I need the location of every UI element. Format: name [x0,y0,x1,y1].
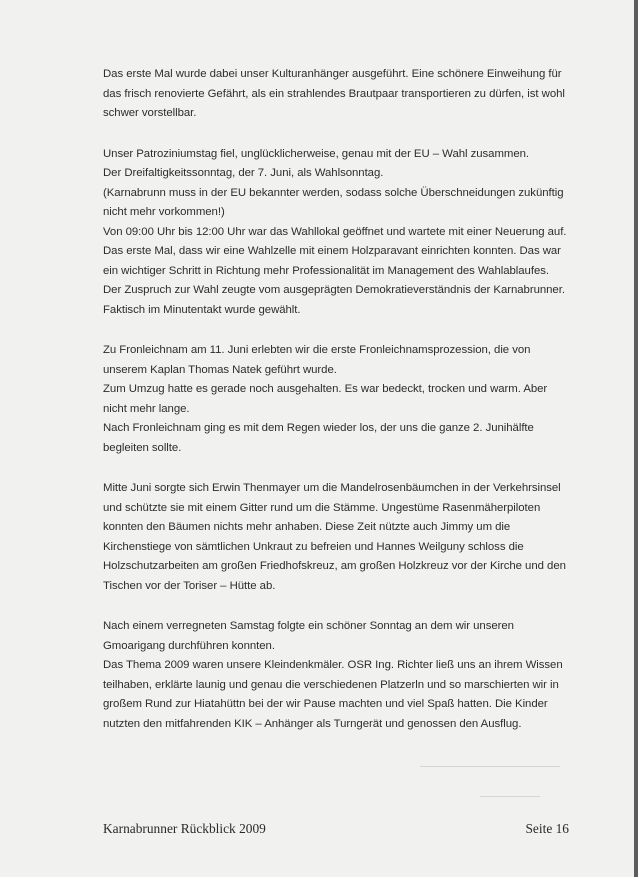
paragraph [103,479,573,596]
text-line: konnten den Bäumen nichts mehr anhaben. Diese Zeit nützte auch Jimmy um die [103,521,511,533]
text-line: nicht mehr lange. [103,402,190,415]
text-line: Nach Fronleichnam ging es mit dem Regen wieder los, der uns die ganze 2. Junihälfte [103,422,534,434]
text-line: Mitte Juni sorgte sich Erwin Thenmayer um die Mandelrosenbäumchen in der Verkehrsinsel [103,482,561,494]
text-line: Der Dreifaltigkeitssonntag, der 7. Juni, als Wahlsonntag. [103,167,384,179]
text-line: Zum Umzug hatte es gerade noch ausgehalten. Es war bedeckt, trocken und warm. Aber [103,383,548,395]
text-line: Tischen vor der Toriser – Hütte ab. [103,579,276,592]
footer-title: Karnabrunner Rückblick 2009 [103,821,266,836]
text-line: schwer vorstellbar. [103,107,197,119]
text-line: ein wichtiger Schritt in Richtung mehr Professionalität im Management des Wahlablaufes. [103,264,550,277]
text-line: (Karnabrunn muss in der EU bekannter werden, sodass solche Überschneidungen zukünftig [103,186,564,199]
page-footer [103,821,569,837]
text-line: Das Thema 2009 waren unsere Kleindenkmäler. OSR Ing. Richter ließ uns an ihrem Wissen [103,659,563,671]
text-line: unserem Kaplan Thomas Natek geführt wurde. [103,363,337,376]
text-line: großem Rund zur Hiatahüttn bei der wir Pause machten und viel Spaß hatten. Die Kinder [103,698,548,710]
text-line: teilhaben, erklärte launig und genau die verschiedenen Platzerln und so marschierten wir in [103,678,559,691]
paragraph [103,341,573,458]
text-line: nicht mehr vorkommen!) [103,206,225,218]
text-line: Das erste Mal, dass wir eine Wahlzelle mit einem Holzparavant einrichten konnten. Das war [103,245,561,257]
text-line: Der Zuspruch zur Wahl zeugte vom ausgeprägten Demokratieverständnis der Karnabrunner. [103,284,565,296]
text-line: Unser Patroziniumstag fiel, unglücklicherweise, genau mit der EU – Wahl zusammen. [103,147,530,160]
text-line: Faktisch im Minutentakt wurde gewählt. [103,303,301,316]
scan-smudge [420,766,560,767]
paragraph [103,65,573,124]
text-line: Nach einem verregneten Samstag folgte ein schöner Sonntag an dem wir unseren [103,620,514,632]
text-line: und schützte sie mit einem Gitter rund um die Stämme. Ungestüme Rasenmäherpiloten [103,501,541,514]
paragraph [103,145,573,321]
text-line: Zu Fronleichnam am 11. Juni erlebten wir die erste Fronleichnamsprozession, die von [103,344,531,356]
document-body [103,65,573,755]
text-line: Von 09:00 Uhr bis 12:00 Uhr war das Wahllokal geöffnet und wartete mit einer Neuerung auf. [103,225,567,238]
text-line: begleiten sollte. [103,441,182,454]
text-line: Holzschutzarbeiten am großen Friedhofskreuz, am großen Holzkreuz vor der Kirche und den [103,560,566,572]
text-line: das frisch renovierte Gefährt, als ein strahlendes Brautpaar transportieren zu dürfen, ist wohl [103,87,565,100]
text-line: Gmoarigang durchführen konnten. [103,639,275,652]
text-line: Das erste Mal wurde dabei unser Kulturanhänger ausgeführt. Eine schönere Einweihung für [103,68,562,80]
text-line: nutzten den mitfahrenden KIK – Anhänger als Turngerät und genossen den Ausflug. [103,717,522,730]
page-number: Seite 16 [525,821,569,836]
paragraph [103,617,573,734]
scan-smudge [480,796,540,797]
text-line: Kirchenstiege von sämtlichen Unkraut zu befreien und Hannes Weilguny schloss die [103,540,524,553]
